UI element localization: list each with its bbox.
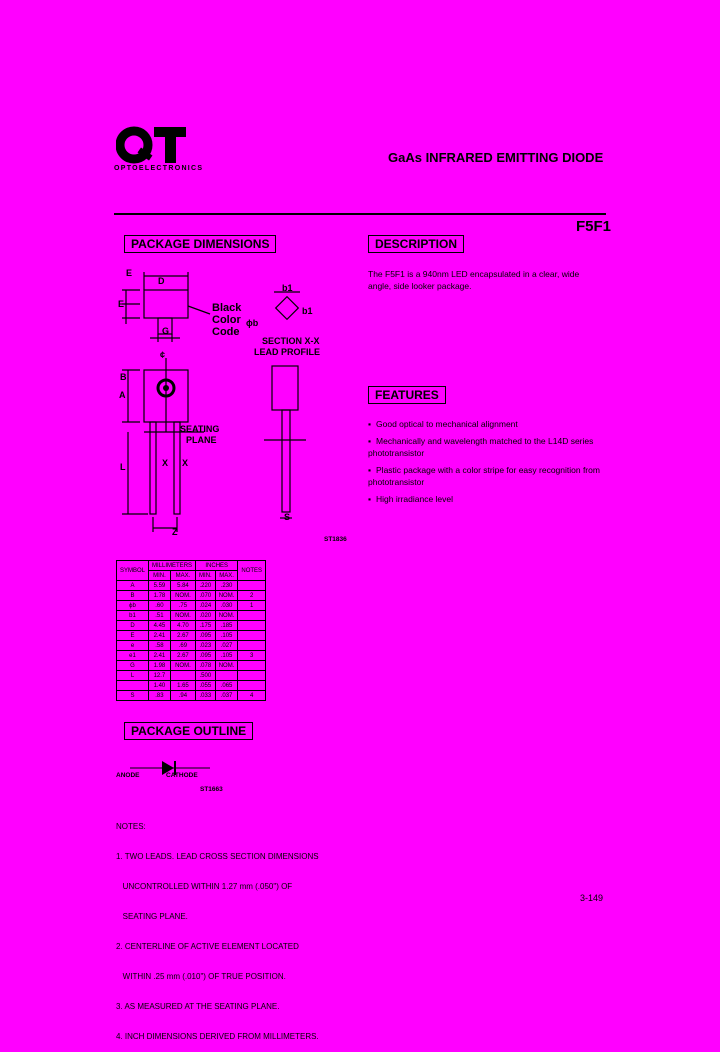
table-cell: .500 <box>196 671 216 681</box>
table-cell: .175 <box>196 621 216 631</box>
table-row <box>117 641 266 651</box>
table-cell: .58 <box>149 641 171 651</box>
document-title: GaAs INFRARED EMITTING DIODE <box>388 150 604 165</box>
feature-item: ▪ High irradiance level <box>368 493 608 505</box>
table-cell <box>117 681 149 691</box>
table-cell: .095 <box>196 651 216 661</box>
dim-e-label: E <box>126 268 133 278</box>
table-cell <box>238 631 266 641</box>
table-row <box>117 671 266 681</box>
part-number: F5F1 <box>576 218 612 235</box>
table-cell: NOM. <box>170 591 195 601</box>
table-cell: .94 <box>170 691 195 701</box>
table-row <box>117 611 266 621</box>
table-row <box>117 651 266 661</box>
table-cell: 1.78 <box>149 591 171 601</box>
top-view-body <box>144 290 188 318</box>
notes-title: NOTES: <box>116 822 146 831</box>
package-dimensions-header: PACKAGE DIMENSIONS <box>124 235 276 253</box>
dim-b1-label-2: b1 <box>302 306 313 316</box>
table-cell: NOM. <box>215 591 238 601</box>
table-cell: .023 <box>196 641 216 651</box>
table-cell: .033 <box>196 691 216 701</box>
table-cell: NOM. <box>170 661 195 671</box>
black-color-code-label: Black Color Code <box>212 302 242 338</box>
section-label: SECTION X-X <box>262 336 320 346</box>
feature-item: ▪ Plastic package with a color stripe for easy recognition from phototransistor <box>368 464 608 488</box>
table-cell: .030 <box>215 601 238 611</box>
table-row <box>117 591 266 601</box>
dim-g-label: G <box>162 326 170 336</box>
table-cell: E <box>117 631 149 641</box>
dim-x-label: X <box>162 458 169 468</box>
note-line: UNCONTROLLED WITHIN 1.27 mm (.050") OF <box>116 882 293 891</box>
description-header: DESCRIPTION <box>368 235 464 253</box>
table-cell: NOM. <box>215 611 238 621</box>
table-cell <box>238 581 266 591</box>
lead-profile-label: LEAD PROFILE <box>254 347 321 357</box>
plane-label: PLANE <box>186 435 217 445</box>
table-cell: 2.67 <box>170 631 195 641</box>
dim-phib-label: ϕb <box>246 318 259 328</box>
header-rule <box>114 213 606 215</box>
features-header: FEATURES <box>368 386 446 404</box>
note-line: 2. CENTERLINE OF ACTIVE ELEMENT LOCATED <box>116 942 299 951</box>
table-cell: 1 <box>238 601 266 611</box>
dim-a-label: A <box>119 390 126 400</box>
table-cell <box>238 681 266 691</box>
table-cell: .83 <box>149 691 171 701</box>
col-subheader: MIN. <box>196 571 216 581</box>
table-cell <box>215 671 238 681</box>
col-header: NOTES <box>238 561 266 581</box>
table-cell: e <box>117 641 149 651</box>
notes-block <box>116 802 319 1052</box>
table-cell: 1.65 <box>170 681 195 691</box>
col-header: INCHES <box>196 561 238 571</box>
table-header-row <box>117 561 266 571</box>
table-cell: .024 <box>196 601 216 611</box>
table-row <box>117 621 266 631</box>
col-subheader: MAX. <box>215 571 238 581</box>
note-line: 4. INCH DIMENSIONS DERIVED FROM MILLIMETERS. <box>116 1032 319 1041</box>
table-cell: .020 <box>196 611 216 621</box>
table-row <box>117 601 266 611</box>
table-cell: 4.45 <box>149 621 171 631</box>
lead-section <box>276 297 299 320</box>
table-row <box>117 661 266 671</box>
package-outline-header: PACKAGE OUTLINE <box>124 722 253 740</box>
table-cell: A <box>117 581 149 591</box>
table-cell: 4.70 <box>170 621 195 631</box>
table-cell: .69 <box>170 641 195 651</box>
table-row <box>117 681 266 691</box>
table-cell: .095 <box>196 631 216 641</box>
table-cell: 5.59 <box>149 581 171 591</box>
table-cell: b1 <box>117 611 149 621</box>
table-cell: .230 <box>215 581 238 591</box>
outline-ref: ST1663 <box>200 786 223 793</box>
col-subheader: MAX. <box>170 571 195 581</box>
table-cell: .75 <box>170 601 195 611</box>
table-cell: 3 <box>238 651 266 661</box>
table-cell: .055 <box>196 681 216 691</box>
note-line: 3. AS MEASURED AT THE SEATING PLANE. <box>116 1002 280 1011</box>
table-cell: ϕb <box>117 601 149 611</box>
table-cell: 12.7 <box>149 671 171 681</box>
table-cell: 2.41 <box>149 631 171 641</box>
table-cell: .220 <box>196 581 216 591</box>
table-cell: .078 <box>196 661 216 671</box>
table-cell: .105 <box>215 631 238 641</box>
dim-s-label: S <box>284 512 291 522</box>
table-cell: .070 <box>196 591 216 601</box>
table-cell: .51 <box>149 611 171 621</box>
table-cell <box>238 621 266 631</box>
table-cell: 2.41 <box>149 651 171 661</box>
table-cell: .105 <box>215 651 238 661</box>
table-cell: 4 <box>238 691 266 701</box>
dim-d-label: D <box>158 276 165 286</box>
table-cell: S <box>117 691 149 701</box>
description-text: The F5F1 is a 940nm LED encapsulated in a clear, wide angle, side looker package. <box>368 269 580 291</box>
table-cell <box>238 671 266 681</box>
page-number: 3-149 <box>580 893 604 903</box>
note-line: WITHIN .25 mm (.010") OF TRUE POSITION. <box>116 972 286 981</box>
table-cell <box>238 641 266 651</box>
anode-label: ANODE <box>116 772 140 779</box>
dim-b-label: B <box>120 372 127 382</box>
table-cell <box>238 611 266 621</box>
side-view-body <box>272 366 298 410</box>
table-cell: L <box>117 671 149 681</box>
table-cell: 1.98 <box>149 661 171 671</box>
features-list <box>368 418 608 510</box>
dim-x-label-2: X <box>182 458 189 468</box>
table-row <box>117 581 266 591</box>
cathode-label: CATHODE <box>166 772 198 779</box>
table-cell <box>238 661 266 671</box>
table-cell: e1 <box>117 651 149 661</box>
table-cell: G <box>117 661 149 671</box>
note-line: 1. TWO LEADS. LEAD CROSS SECTION DIMENSIONS <box>116 852 319 861</box>
centerline-label: ¢ <box>160 350 166 360</box>
note-line: SEATING PLANE. <box>116 912 188 921</box>
table-cell: NOM. <box>170 611 195 621</box>
feature-item: ▪ Good optical to mechanical alignment <box>368 418 608 430</box>
dimensions-table <box>116 560 266 701</box>
table-cell: .065 <box>215 681 238 691</box>
dim-b1-label: b1 <box>282 283 293 293</box>
table-cell: B <box>117 591 149 601</box>
table-cell: .185 <box>215 621 238 631</box>
table-cell: .037 <box>215 691 238 701</box>
col-subheader: MIN. <box>149 571 171 581</box>
table-row <box>117 631 266 641</box>
table-cell: 2 <box>238 591 266 601</box>
drawing-ref: ST1836 <box>324 536 347 543</box>
table-cell: .60 <box>149 601 171 611</box>
table-cell: .027 <box>215 641 238 651</box>
feature-item: ▪ Mechanically and wavelength matched to the L14D series phototransistor <box>368 435 608 459</box>
table-cell: 1.40 <box>149 681 171 691</box>
logo-subtitle: OPTOELECTRONICS <box>114 165 204 172</box>
table-cell <box>170 671 195 681</box>
table-cell: 5.84 <box>170 581 195 591</box>
table-cell: NOM. <box>215 661 238 671</box>
seating-label: SEATING <box>180 424 220 434</box>
table-cell: D <box>117 621 149 631</box>
table-row <box>117 691 266 701</box>
dim-l-label: L <box>120 462 126 472</box>
dim-e-side-label: E <box>118 299 125 309</box>
col-header: MILLIMETERS <box>149 561 196 571</box>
table-cell: 2.67 <box>170 651 195 661</box>
col-header: SYMBOL <box>117 561 149 581</box>
dim-z-label: Z <box>172 527 178 537</box>
